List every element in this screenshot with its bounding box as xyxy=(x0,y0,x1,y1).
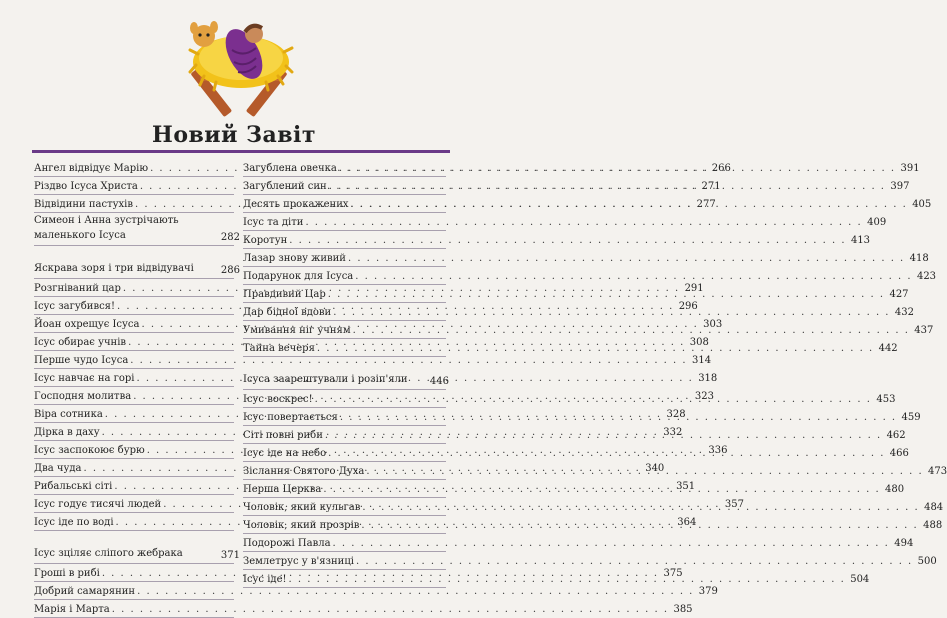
dot-leader xyxy=(355,271,912,282)
toc-entry-page: 494 xyxy=(894,538,914,549)
toc-entry-title: Лазар знову живий xyxy=(243,253,346,264)
toc-entry-page: 371 xyxy=(220,550,240,561)
toc-entry-page: 427 xyxy=(889,289,909,300)
toc-entry-title: Ангел відвідує Марію xyxy=(34,163,149,174)
dot-leader xyxy=(328,289,885,300)
toc-entry-page: 357 xyxy=(724,499,744,510)
toc-entry-page: 308 xyxy=(689,337,709,348)
dot-leader xyxy=(351,199,908,210)
toc-entry-title: Гроші в рибі xyxy=(34,568,100,579)
toc-entry-title: Загублена овечка xyxy=(243,163,337,174)
toc-entry-page: 364 xyxy=(677,517,697,528)
dot-leader xyxy=(362,502,919,513)
toc-entry-title: Йоан охрещує Ісуса xyxy=(34,319,140,330)
toc-entry-title: Ісус воскрес! xyxy=(243,394,313,405)
toc-entry-title: Ісус іде на небо xyxy=(243,448,327,459)
toc-entry-title: Ісус заспокоює бурю xyxy=(34,445,145,456)
toc-entry-page: 466 xyxy=(889,448,909,459)
dot-leader xyxy=(348,253,905,264)
toc-entry-page: 484 xyxy=(924,502,944,513)
toc-entry-title: Перше чудо Ісуса xyxy=(34,355,129,366)
toc-entry-title: Чоловік, який кульгав xyxy=(243,502,361,513)
toc-entry-page: 336 xyxy=(708,445,728,456)
toc-entry[interactable] xyxy=(34,351,712,369)
toc-entry-page: 500 xyxy=(917,556,937,567)
toc-entry[interactable] xyxy=(34,531,240,564)
toc-entry-title: Умивання ніг учням xyxy=(243,325,351,336)
toc-entry-title: Віра сотника xyxy=(34,409,103,420)
toc-entry-page: 423 xyxy=(916,271,937,282)
toc-entry-title: Відвідини пастухів xyxy=(34,199,133,210)
dot-leader xyxy=(366,466,923,477)
dot-leader xyxy=(289,235,846,246)
toc-entry-title: Ісус загубився! xyxy=(34,301,115,312)
dot-leader xyxy=(328,448,885,459)
toc-entry-title: Два чуда xyxy=(34,463,82,474)
dot-leader xyxy=(289,574,846,585)
toc-entry-page: 453 xyxy=(876,394,896,405)
toc-entry-page: 391 xyxy=(900,163,920,174)
dot-leader xyxy=(323,484,880,495)
toc-entry-page: 286 xyxy=(220,265,240,276)
toc-entry-title: Ісус обирає учнів xyxy=(34,337,127,348)
dot-leader xyxy=(333,538,890,549)
toc-entry[interactable] xyxy=(243,249,929,267)
toc-entry-title: Ісус та діти xyxy=(243,217,304,228)
toc-entry-page: 303 xyxy=(703,319,723,330)
toc-entry-page: 473 xyxy=(928,466,947,477)
toc-entry-page: 437 xyxy=(914,325,934,336)
toc-entry[interactable] xyxy=(34,582,718,600)
toc-entry-page: 351 xyxy=(676,481,696,492)
toc-entry-title: Ісус іде по воді xyxy=(34,517,114,528)
toc-entry-page: 340 xyxy=(645,463,665,474)
toc-entry[interactable] xyxy=(34,213,240,246)
toc-entry-page: 432 xyxy=(894,307,914,318)
manger-image xyxy=(186,10,296,122)
toc-entry-title: Тайна вечеря xyxy=(243,343,315,354)
toc-entry-title: Добрий самарянин xyxy=(34,586,136,597)
toc-entry-page: 314 xyxy=(691,355,712,366)
toc-entry-page: 291 xyxy=(684,283,704,294)
dot-leader xyxy=(361,520,918,531)
toc-entry-page: 418 xyxy=(909,253,929,264)
toc-entry-page: 277 xyxy=(696,199,716,210)
toc-entry-page: 296 xyxy=(678,301,698,312)
toc-entry-title: Яскрава зоря і три відвідувачі xyxy=(34,263,194,274)
toc-entry-title: Симеон і Анна зустрічають маленького Ісуса xyxy=(34,215,179,241)
dot-leader xyxy=(329,181,886,192)
dot-leader xyxy=(353,325,910,336)
toc-entry-page: 385 xyxy=(673,604,693,615)
toc-entry-title: Рибальські сіті xyxy=(34,481,113,492)
title-divider xyxy=(32,150,450,153)
toc-entry-page: 266 xyxy=(711,163,731,174)
toc-entry-title: Ісус зціляє сліпого жебрака xyxy=(34,548,183,559)
toc-entry-page: 379 xyxy=(698,586,718,597)
toc-entry-page: 323 xyxy=(694,391,714,402)
toc-entry-page: 480 xyxy=(885,484,905,495)
toc-entry-page: 446 xyxy=(429,376,449,387)
toc-entry-page: 459 xyxy=(901,412,921,423)
toc-entry-title: Господня молитва xyxy=(34,391,132,402)
toc-entry[interactable] xyxy=(243,267,937,285)
toc-entry[interactable] xyxy=(243,534,914,552)
toc-entry-page: 405 xyxy=(912,199,932,210)
toc-entry-title: Землетрус у в'язниці xyxy=(243,556,354,567)
toc-entry-title: Правдивий Цар xyxy=(243,289,326,300)
toc-entry-page: 282 xyxy=(220,232,240,243)
toc-entry-title: Ісус навчає на горі xyxy=(34,373,135,384)
dot-leader xyxy=(339,163,896,174)
manger-illustration xyxy=(186,10,296,122)
toc-entry-title: Різдво Ісуса Христа xyxy=(34,181,138,192)
toc-entry-title: Дірка в даху xyxy=(34,427,100,438)
toc-entry-page: 397 xyxy=(890,181,910,192)
toc-entry-title: Розгніваний цар xyxy=(34,283,121,294)
toc-entry-title: Десять прокажених xyxy=(243,199,349,210)
toc-entry-page: 488 xyxy=(923,520,943,531)
toc-entry[interactable] xyxy=(34,600,693,618)
dot-leader xyxy=(333,307,890,318)
toc-entry-title: Ісус повертається xyxy=(243,412,338,423)
toc-entry-title: Марія і Марта xyxy=(34,604,110,615)
toc-entry[interactable] xyxy=(243,552,937,570)
toc-entry-title: Ісус іде! xyxy=(243,574,287,585)
toc-entry-page: 409 xyxy=(867,217,887,228)
toc-entry-title: Подарунок для Ісуса xyxy=(243,271,354,282)
toc-entry-page: 271 xyxy=(701,181,721,192)
toc-entry-page: 318 xyxy=(698,373,718,384)
dot-leader xyxy=(112,604,669,615)
dot-leader xyxy=(305,217,862,228)
toc-entry-page: 328 xyxy=(666,409,686,420)
toc-entry[interactable] xyxy=(34,246,240,279)
toc-entry-title: Загублений син xyxy=(243,181,327,192)
dot-leader xyxy=(315,394,872,405)
toc-entry[interactable] xyxy=(243,357,449,390)
dot-leader xyxy=(325,430,882,441)
toc-entry-page: 462 xyxy=(886,430,906,441)
toc-entry-title: Чоловік, який прозрів xyxy=(243,520,360,531)
toc-entry-title: Дар бідної вдови xyxy=(243,307,332,318)
toc-entry-title: Перша Церква xyxy=(243,484,322,495)
toc-entry-title: Коротун xyxy=(243,235,288,246)
toc-entry-page: 442 xyxy=(878,343,898,354)
toc-entry-title: Ісус годує тисячі людей xyxy=(34,499,162,510)
dot-leader xyxy=(356,556,913,567)
toc-entry-page: 332 xyxy=(663,427,683,438)
toc-entry[interactable] xyxy=(243,213,887,231)
toc-entry-title: Подорожі Павла xyxy=(243,538,331,549)
toc-entry-title: Зіслання Святого Духа xyxy=(243,466,365,477)
toc-entry-page: 413 xyxy=(850,235,871,246)
toc-entry[interactable] xyxy=(243,231,871,249)
dot-leader xyxy=(317,343,874,354)
toc-entry-page: 375 xyxy=(663,568,683,579)
toc-entry-title: Ісуса заарештували і розіп'яли xyxy=(243,374,408,385)
section-title: Новий Завіт xyxy=(152,122,316,148)
toc-entry-page: 504 xyxy=(850,574,870,585)
dot-leader xyxy=(340,412,897,423)
toc-entry-title: Сіті повні риби xyxy=(243,430,323,441)
